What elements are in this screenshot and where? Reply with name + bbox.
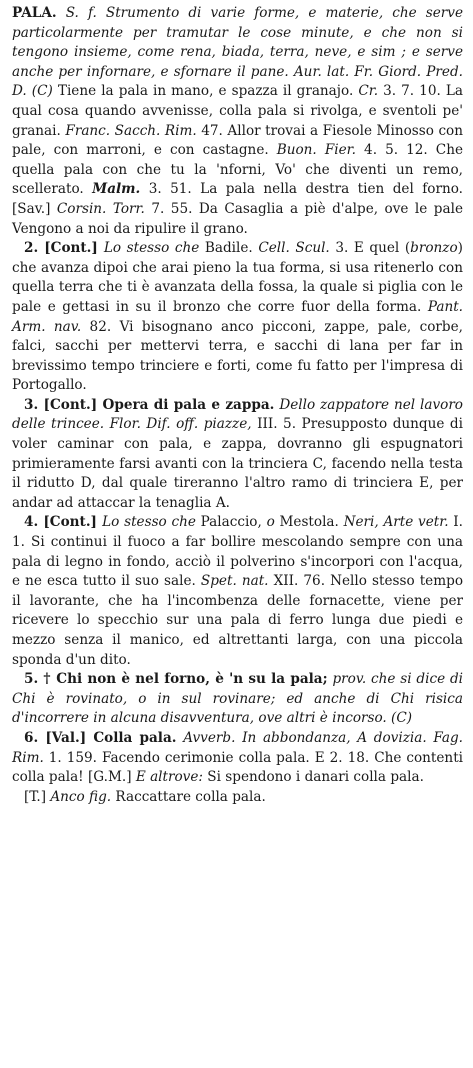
text-run: Mestola. <box>274 514 344 531</box>
text-run: 4. [Cont.] <box>24 514 103 531</box>
entry-sense-6 <box>12 729 463 788</box>
entry-sense-7 <box>12 788 463 808</box>
text-run: o <box>266 514 275 531</box>
text-run: Pant. Arm. nav. <box>12 298 463 335</box>
text-run: 3. 7. 10. La qual cosa quando avvenisse, colla pala si rivolga, e sventoli pe' granai. <box>12 83 463 139</box>
text-run: 3. E quel ( <box>329 240 411 257</box>
text-run: I. 1. Si continui il fuoco a far bollire mescolando sempre con una pala di legno in fondo, acciò il polverino s'incorpori con l'acqua, e ne esca tutto il suo sale. <box>12 514 463 590</box>
text-run: Cell. Scul. <box>258 240 330 257</box>
text-run: bronzo <box>410 240 458 257</box>
text-run: 6. [Val.] Colla pala. <box>24 729 177 746</box>
text-run: [T.] <box>24 788 51 805</box>
text-run: Lo stesso che <box>102 514 196 531</box>
entry-sense-3 <box>12 396 463 514</box>
text-run: Raccattare colla pala. <box>111 788 266 805</box>
text-run: III. <box>251 416 278 433</box>
entry-sense-4 <box>12 513 463 670</box>
text-run: Franc. Sacch. Rim. <box>65 122 197 139</box>
text-run: 2. [Cont.] <box>24 240 104 257</box>
text-run: Spet. nat. <box>200 573 269 590</box>
text-run: Dello zappatore nel lavoro delle trincee. Flor. Dif. off. piazze, <box>12 396 463 433</box>
text-run: Corsin. Torr. <box>56 200 145 217</box>
text-run: Badile. <box>199 240 259 257</box>
text-run: Lo stesso che <box>103 240 200 257</box>
text-run: Buon. Fier. <box>276 142 356 159</box>
text-run: 3. 51. La pala nella destra tien del forno. [Sav.] <box>12 181 463 217</box>
text-run: Palaccio, <box>195 514 267 531</box>
text-run: 4. 5. 12. Che quella pala con che tu la 'nforni, Vo' che diventi un remo, scellerato. <box>12 142 464 198</box>
text-run: 5. † Chi non è nel forno, è 'n su la pala; <box>24 671 328 688</box>
text-run: XII. 76. Nello stesso tempo il lavorante, che ha l'incombenza delle fornacette, viene per ricevere lo specchio sur una pala di ferro lunga due piedi e mezzo senza il manico, ed altrettanti larga, con una piccola sponda d'un dito. <box>12 573 464 668</box>
text-run: Neri, Arte vetr. <box>343 514 449 531</box>
text-run: prov. che si dice di Chi è rovinato, o in sul rovinare; ed anche di Chi risica d'incorrere in alcuna disavventura, ove altri è incorso. (C) <box>12 671 463 727</box>
entry-sense-1 <box>12 4 463 239</box>
entry-sense-2 <box>12 239 463 396</box>
text-run: PALA. <box>12 5 57 21</box>
text-run: 1. 159. Facendo cerimonie colla pala. E 2. 18. Che contenti colla pala! [G.M.] <box>12 749 463 786</box>
text-run: 47. Allor trovai a Fiesole Minosso con pale, con marroni, e con castagne. <box>12 122 463 159</box>
text-run: Si spendono i danari colla pala. <box>202 769 424 786</box>
text-run: E altrove: <box>135 769 203 786</box>
text-run: 3. [Cont.] Opera di pala e zappa. <box>24 396 275 413</box>
text-run: Avverb. In abbondanza, A dovizia. Fag. Rim. <box>12 729 463 766</box>
text-run: 7. 55. Da Casaglia a piè d'alpe, ove le pale Vengono a noi da ripulire il grano. <box>12 200 463 237</box>
text-run: Cr. <box>358 83 379 100</box>
text-run: 5. Presupposto dunque di voler caminar con pala, e zappa, dovranno gli espugnatori primieramente farsi avanti con la trinciera C, facendo nella testa il ridutto D, dal quale tireranno l'altro ramo di trinciera E, per andar ad attaccar la tenaglia A. <box>12 416 463 511</box>
text-run: Malm. <box>92 181 141 198</box>
text-run: S. f. Strumento di varie forme, e materie, che serve particolarmente per tramutar le cose minute, e che non si tengono insieme, come rena, biada, terra, neve, e sim ; e serve anche per infornare, e sfornare il pane. Aur. lat. Fr. Giord. Pred. D. (C) <box>12 5 463 100</box>
entry-sense-5 <box>12 670 463 729</box>
text-run: ) che avanza dipoi che arai pieno la tua forma, si usa ritenerlo con quella terra che ti è avanzata della fossa, la quale si piglia con le pale e gettasi in su il bronzo che corre fuor della forma. <box>12 240 463 315</box>
text-run: 82. Vi bisognano anco picconi, zappe, pale, corbe, falci, sacchi per mettervi terra, e sacchi di lana per far in brevissimo tempo trinciere e forti, come fu fatto per l'impresa di Portogallo. <box>12 318 463 394</box>
text-run: Tiene la pala in mano, e spazza il granajo. <box>52 83 359 100</box>
text-run: Anco fig. <box>50 788 112 805</box>
